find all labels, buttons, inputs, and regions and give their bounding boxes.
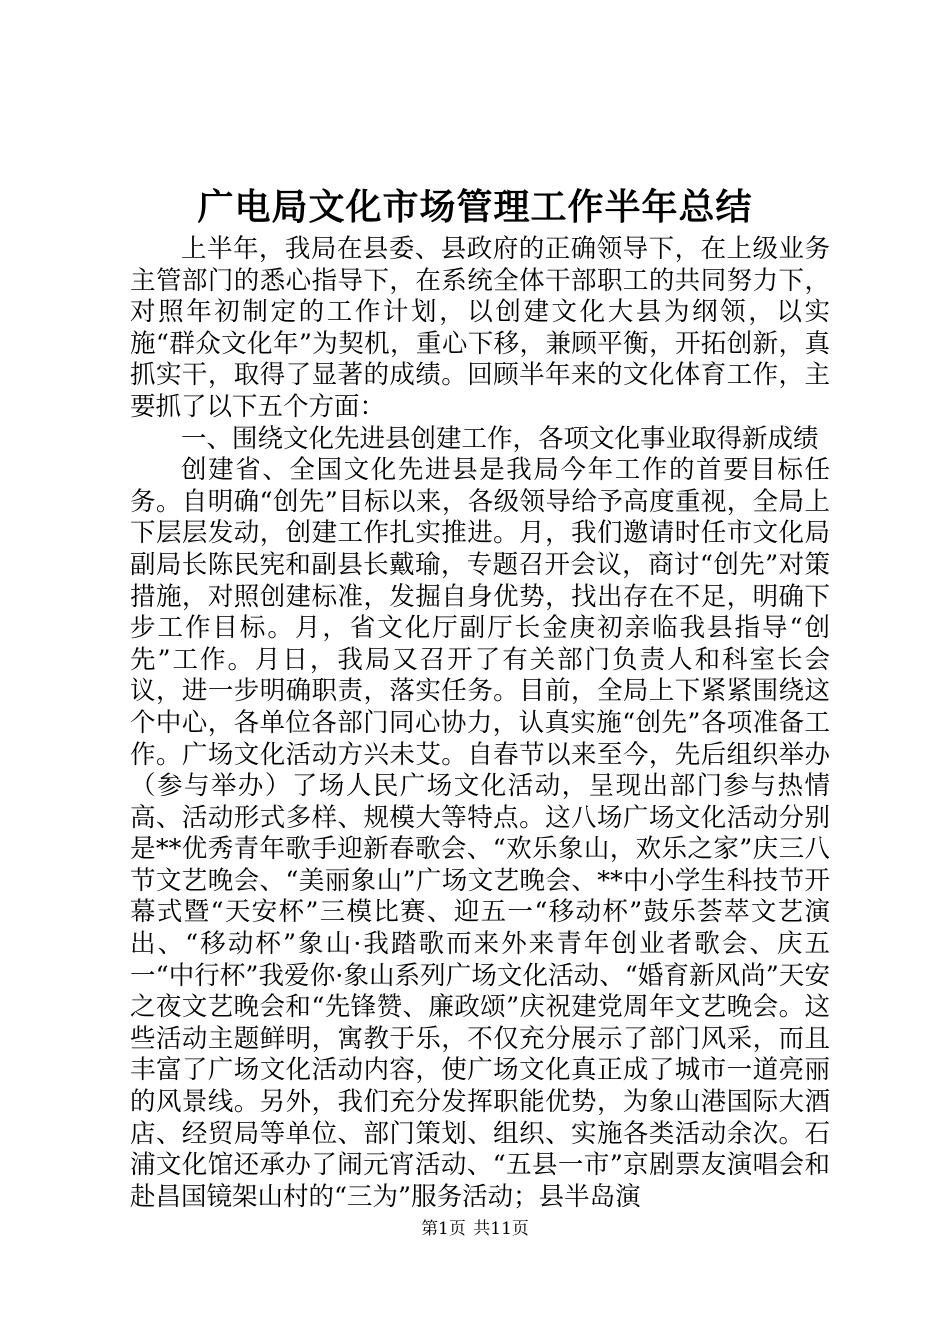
- page-footer: [0, 1218, 950, 1240]
- page-total: 共11页: [473, 1219, 529, 1239]
- document-body: [130, 234, 830, 1213]
- page-number: 第1页: [421, 1219, 466, 1239]
- section-heading: 一、围绕文化先进县创建工作，各项文化事业取得新成绩: [181, 423, 819, 454]
- section-paragraph: 创建省、全国文化先进县是我局今年工作的首要目标任务。自明确“创先”目标以来，各级领导给予高度重视，全局上下层层发动，创建工作扎实推进。月，我们邀请时任市文化局副局长陈民宪和副县长戴瑜，专题召开会议，商讨“创先”对策措施，对照创建标准，发掘自身优势，找出存在不足，明确下步工作目标。月，省文化厅副厅长金庚初亲临我县指导“创先”工作。月日，我局又召开了有关部门负责人和科室长会议，进一步明确职责，落实任务。目前，全局上下紧紧围绕这个中心，各单位各部门同心协力，认真实施“创先”各项准备工作。广场文化活动方兴未艾。自春节以来至今，先后组织举办（参与举办）了场人民广场文化活动，呈现出部门参与热情高、活动形式多样、规模大等特点。这八场广场文化活动分别是**优秀青年歌手迎新春歌会、“欢乐象山，欢乐之家”庆三八节文艺晚会、“美丽象山”广场文艺晚会、**中小学生科技节开幕式暨“天安杯”三模比赛、迎五一“移动杯”鼓乐荟萃文艺演出、“移动杯”象山·我踏歌而来外来青年创业者歌会、庆五一“中行杯”我爱你·象山系列广场文化活动、“婚育新风尚”天安之夜文艺晚会和“先锋赞、廉政颂”庆祝建党周年文艺晚会。这些活动主题鲜明，寓教于乐，不仅充分展示了部门风采，而且丰富了广场文化活动内容，使广场文化真正成了城市一道亮丽的风景线。另外，我们充分发挥职能优势，为象山港国际大酒店、经贸局等单位、部门策划、组织、实施各类活动余次。石浦文化馆还承办了闹元宵活动、“五县一市”京剧票友演唱会和赴昌国镜架山村的“三为”服务活动；县半岛演: [130, 455, 830, 1212]
- intro-paragraph: 上半年，我局在县委、县政府的正确领导下，在上级业务主管部门的悉心指导下，在系统全体干部职工的共同努力下，对照年初制定的工作计划，以创建文化大县为纲领，以实施“群众文化年”为契机，重心下移，兼顾平衡，开拓创新，真抓实干，取得了显著的成绩。回顾半年来的文化体育工作，主要抓了以下五个方面：: [130, 234, 830, 422]
- document-title: 广电局文化市场管理工作半年总结: [197, 187, 753, 228]
